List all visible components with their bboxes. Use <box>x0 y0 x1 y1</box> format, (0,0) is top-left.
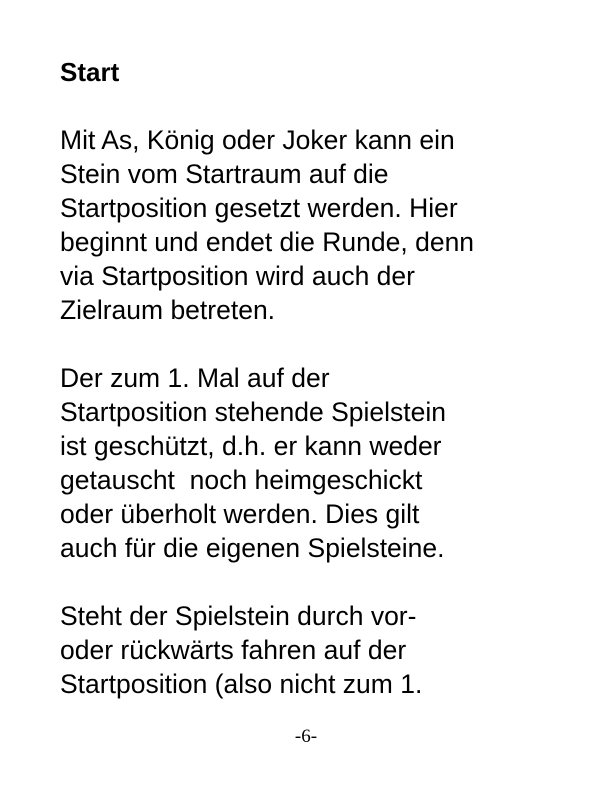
paragraph-line: Steht der Spielstein durch vor- <box>60 601 417 631</box>
paragraph-line: Startposition gesetzt werden. Hier <box>60 193 458 223</box>
page-content <box>60 55 580 735</box>
page-number: -6- <box>294 726 318 747</box>
paragraph-3 <box>60 599 580 701</box>
paragraph-line: oder rückwärts fahren auf der <box>60 635 407 665</box>
paragraph-line: beginnt und endet die Runde, denn <box>60 227 475 257</box>
paragraph-line: oder überholt werden. Dies gilt <box>60 499 420 529</box>
paragraph-line: Zielraum betreten. <box>60 295 276 325</box>
paragraph-1 <box>60 123 580 327</box>
paragraph-line: ist geschützt, d.h. er kann weder <box>60 431 442 461</box>
paragraph-2 <box>60 361 580 565</box>
paragraph-line: Startposition stehende Spielstein <box>60 397 446 427</box>
paragraph-line: Der zum 1. Mal auf der <box>60 363 330 393</box>
paragraph-line: via Startposition wird auch der <box>60 261 415 291</box>
paragraph-line: Stein vom Startraum auf die <box>60 159 389 189</box>
paragraph-line: auch für die eigenen Spielsteine. <box>60 533 445 563</box>
paragraph-line: Startposition (also nicht zum 1. <box>60 669 423 699</box>
section-heading: Start <box>60 57 120 87</box>
paragraph-line: getauscht noch heimgeschickt <box>60 465 423 495</box>
paragraph-line: Mit As, König oder Joker kann ein <box>60 125 455 155</box>
